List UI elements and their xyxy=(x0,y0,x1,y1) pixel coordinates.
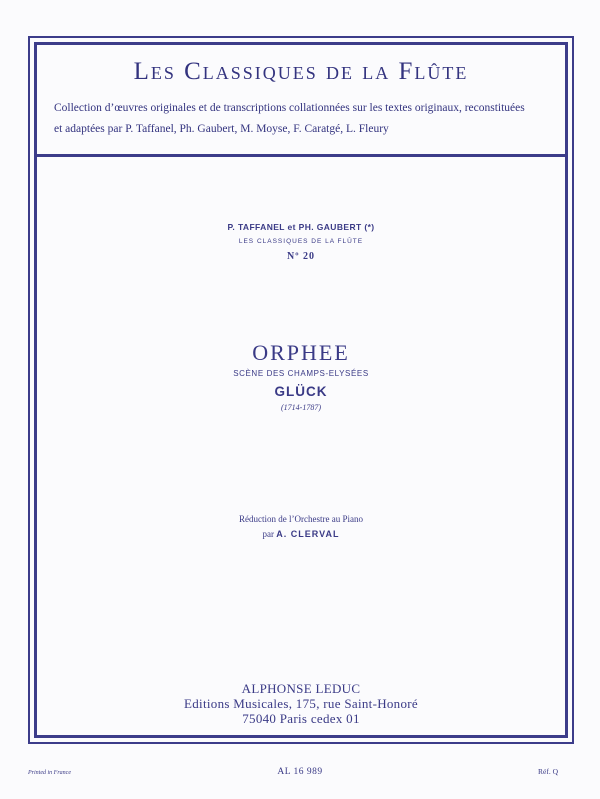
edition-number: Nº 20 xyxy=(286,251,316,262)
publisher-block xyxy=(34,681,568,726)
series-description-line-1: Collection d’œuvres originales et de transcriptions collationnées sur les textes originaux, reconstituées xyxy=(54,102,525,114)
header-divider xyxy=(34,154,568,157)
editors: P. TAFFANEL et PH. GAUBERT (*) xyxy=(227,222,375,232)
composer-dates: (1714-1787) xyxy=(281,403,321,412)
arranger-line xyxy=(34,529,568,539)
publisher-address-1: Editions Musicales, 175, rue Saint-Honoré xyxy=(184,696,418,711)
series-description xyxy=(54,98,554,140)
reduction-note: Réduction de l’Orchestre au Piano xyxy=(239,514,363,524)
publisher-name: ALPHONSE LEDUC xyxy=(241,681,361,696)
edition-series-name: LES CLASSIQUES DE LA FLÛTE xyxy=(238,238,364,245)
catalog-number: AL 16 989 xyxy=(277,767,323,777)
composer: GLÜCK xyxy=(274,384,328,399)
arranger-name: A. CLERVAL xyxy=(276,529,340,539)
work-subtitle: SCÈNE DES CHAMPS-ELYSÉES xyxy=(233,369,369,378)
printed-in: Printed in France xyxy=(28,770,71,776)
series-description-line-2: et adaptées par P. Taffanel, Ph. Gaubert, M. Moyse, F. Caratgé, L. Fleury xyxy=(54,123,389,135)
par-label: par xyxy=(262,529,275,539)
series-title: Les Classiques de la Flûte xyxy=(133,58,469,85)
work-title: ORPHEE xyxy=(252,340,350,365)
reference: Réf. Q xyxy=(538,767,558,776)
publisher-address-2: 75040 Paris cedex 01 xyxy=(242,711,360,726)
